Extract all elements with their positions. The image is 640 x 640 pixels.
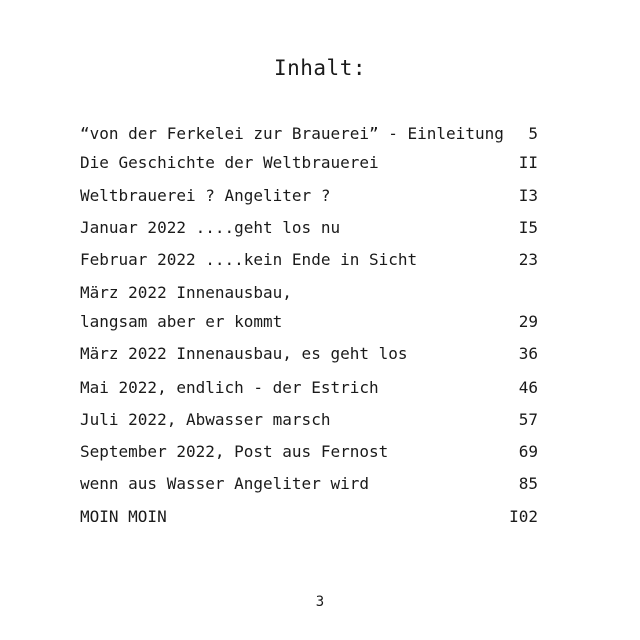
toc-entry-page: 69: [518, 442, 538, 461]
toc-entry-title: Februar 2022 ....kein Ende in Sicht: [80, 250, 418, 269]
toc-entry-page: I5: [518, 218, 538, 237]
toc-entry-page: II: [518, 153, 538, 172]
toc-entry-page: I3: [518, 186, 538, 205]
toc-entry-title: Januar 2022 ....geht los nu: [80, 218, 341, 237]
toc-entry-page: 85: [518, 474, 538, 493]
page-title: Inhalt:: [273, 56, 366, 80]
toc-entry-title: Juli 2022, Abwasser marsch: [80, 410, 331, 429]
toc-entry-page: 46: [518, 378, 538, 397]
toc-entry-page: 36: [518, 344, 538, 363]
toc-entry-title: langsam aber er kommt: [80, 312, 283, 331]
toc-entry-page: 29: [518, 312, 538, 331]
toc-entry-title: Weltbrauerei ? Angeliter ?: [80, 186, 331, 205]
toc-entry-title: März 2022 Innenausbau,: [80, 283, 292, 302]
toc-entry-title: Die Geschichte der Weltbrauerei: [80, 153, 379, 172]
toc-entry-title: wenn aus Wasser Angeliter wird: [80, 474, 369, 493]
toc-entry-title: September 2022, Post aus Fernost: [80, 442, 389, 461]
page-number: 3: [315, 594, 325, 610]
toc-entry-title: März 2022 Innenausbau, es geht los: [80, 344, 408, 363]
toc-entry-page: 23: [518, 250, 538, 269]
toc-entry-page: 5: [528, 124, 538, 143]
toc-entry-title: “von der Ferkelei zur Brauerei” - Einleitung: [80, 124, 504, 143]
toc-entry-title: Mai 2022, endlich - der Estrich: [80, 378, 379, 397]
toc-entry-page: I02: [509, 507, 538, 526]
toc-entry-page: 57: [518, 410, 538, 429]
toc-entry-title: MOIN MOIN: [80, 507, 167, 526]
